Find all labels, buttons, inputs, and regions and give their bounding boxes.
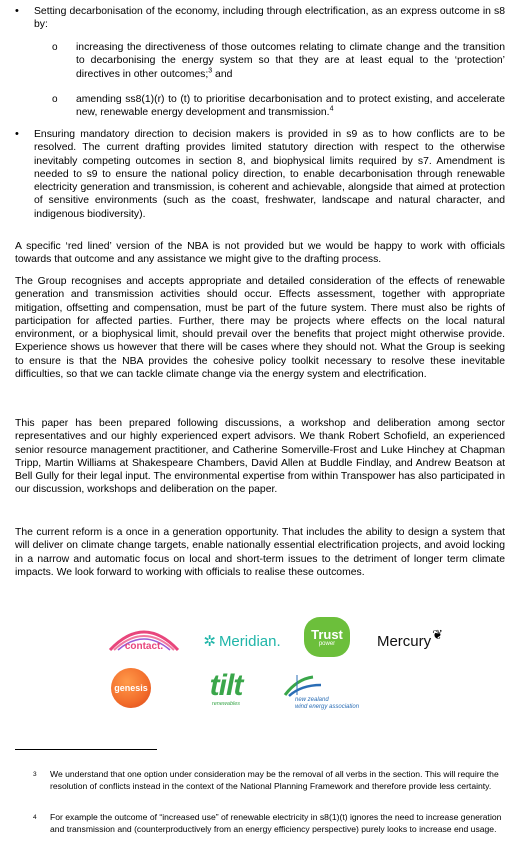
footnote-ref[interactable]: 3 bbox=[208, 67, 213, 75]
sub-bullet-marker: o bbox=[52, 94, 58, 105]
footnote-divider bbox=[15, 749, 157, 750]
footnote-ref[interactable]: 4 bbox=[329, 105, 334, 113]
trustpower-logo: Trust power bbox=[303, 614, 351, 660]
footnote-text: We understand that one option under consideration may be the removal of all verbs in the section. This will require the resolution of conflicts instead in the context of the National Planning Framework and therefore provide less certainty. bbox=[50, 769, 499, 791]
bullet-text: Setting decarbonisation of the economy, including through electrification, as an express outcome in s8 by: bbox=[34, 6, 505, 31]
member-logos bbox=[0, 620, 511, 720]
footnote-number: 4 bbox=[33, 814, 37, 821]
footnote-number: 3 bbox=[33, 771, 37, 778]
sub-bullet-marker: o bbox=[52, 42, 58, 53]
paragraph: A specific ‘red lined’ version of the NBA is not provided but we would be happy to work with officials towards that outcome and any assistance we might give to the drafting process. bbox=[15, 241, 505, 266]
butterfly-icon: ❦ bbox=[432, 627, 444, 642]
bullet-dot: • bbox=[15, 128, 19, 140]
paragraph: This paper has been prepared following discussions, a workshop and deliberation among sector representatives and our highly experienced expert advisors. We thank Robert Schofield, an experienced senior resource management practitioner, and Catherine Somerville-Frost and Luke Hinchey at Chapman Tripp, Martin Williams at Shakespeare Chambers, David Allen at Buddle Findlay, and Andrew Beatson at Bell Gully for their legal input. The environmental expertise from within Transpower has also participated in our discussion, workshops and deliberation on the paper. bbox=[15, 418, 505, 496]
meridian-icon: ✲ bbox=[203, 633, 216, 650]
wind-turbine-icon bbox=[283, 673, 323, 697]
bullet-text: Ensuring mandatory direction to decision makers is provided in s9 as to how conflicts are to be resolved. The current drafting provides limited statutory direction with respect to the otherwise inevitably competing outcomes in section 8, and biophysical limits required by s7. Amendment is needed to s9 to ensure the national policy direction, to enable decarbonisation through renewable electricity generation and transmission, is coherent and achievable, alongside that aimed at protection of sensitive environments (such as the coast, freshwater, landscape and natural character, and indigenous biodiversity). bbox=[34, 129, 505, 220]
genesis-logo: genesis bbox=[109, 668, 153, 708]
footnote-text: For example the outcome of “increased use” of renewable electricity in s8(1)(t) ignores the need to increase generation and transmission and (counterproductively from an energy efficiency perspective) purely looks to increase end usage. bbox=[50, 812, 502, 834]
sub-bullet-text: amending ss8(1)(r) to (t) to prioritise decarbonisation and to protect existing, and accelerate new, renewable energy development and transmission.$^4$ bbox=[76, 94, 505, 119]
bullet-dot: • bbox=[15, 5, 19, 17]
meridian-logo: ✲ Meridian. bbox=[203, 632, 281, 650]
paragraph: The current reform is a once in a generation opportunity. That includes the ability to design a system that will deliver on climate change targets, enable nationally essential electrification projects, and avoid locking in a narrow and automatic focus on local and short-term issues to the detriment of longer term climate impacts. We look forward to working with officials to realise these outcomes. bbox=[15, 527, 505, 578]
tilt-logo: tilt renewables bbox=[209, 669, 243, 707]
nzwea-logo: new zealand wind energy association bbox=[283, 668, 373, 716]
sub-bullet-text: increasing the directiveness of those outcomes relating to climate change and the transition to decarbonising the energy system so that they are at least equal to the ‘protection’ directives in other outcomes;$^3$ and bbox=[76, 42, 505, 80]
mercury-logo: Mercury ❦ bbox=[376, 627, 444, 650]
contact-logo bbox=[104, 620, 184, 660]
paragraph: The Group recognises and accepts appropriate and detailed consideration of the effects of renewable generation and transmission activities should occur. Effects assessment, together with appropriate mitigation, offsetting and compensation, must be part of the future system. There must also be rights of participation for affected parties. Further, there may be projects where effects on the local natural environment, or a biophysical limit, should prevail over the benefits that project might otherwise provide. Experience shows us however that there will be cases where they should not. What the Group is seeking to ensure is that the NBA provides the cohesive policy toolkit necessary to resolve these inevitable difficulties, so that we can tackle climate change via the energy system and electrification. bbox=[15, 276, 505, 381]
svg-text:contact.: contact. bbox=[124, 641, 164, 652]
